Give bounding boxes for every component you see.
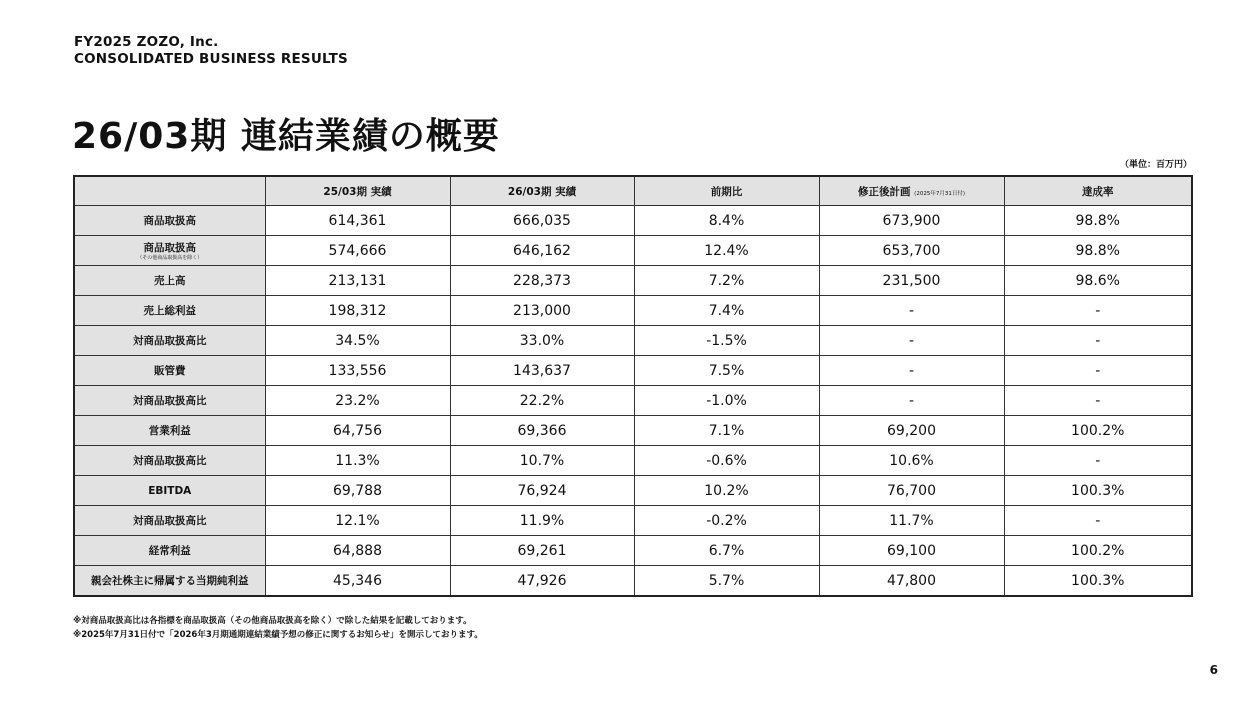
- company-name: FY2025 ZOZO, Inc.: [74, 34, 219, 50]
- table-row: [74, 506, 1192, 536]
- value-cell: -: [819, 326, 1004, 356]
- value-cell: -0.6%: [634, 446, 819, 476]
- value-cell: 69,261: [450, 536, 634, 566]
- row-label: [74, 296, 265, 326]
- row-label-text: EBITDA: [148, 484, 192, 497]
- value-cell: 653,700: [819, 236, 1004, 266]
- table-row: [74, 416, 1192, 446]
- page-number: 6: [1209, 663, 1218, 677]
- row-label-text: 売上総利益: [143, 305, 196, 317]
- value-cell: 69,200: [819, 416, 1004, 446]
- row-label: [74, 446, 265, 476]
- table-row: [74, 566, 1192, 597]
- value-cell: -: [1004, 326, 1192, 356]
- revised-plan-date: (2025年7月31日付): [914, 190, 965, 197]
- value-cell: 64,756: [265, 416, 450, 446]
- value-cell: -0.2%: [634, 506, 819, 536]
- value-cell: 10.7%: [450, 446, 634, 476]
- row-label: [74, 326, 265, 356]
- value-cell: 69,788: [265, 476, 450, 506]
- page-title: 26/03期 連結業績の概要: [72, 116, 500, 157]
- footnote-1: ※対商品取扱高比は各指標を商品取扱高（その他商品取扱高を除く）で除した結果を記載しております。: [73, 616, 472, 626]
- value-cell: 98.6%: [1004, 266, 1192, 296]
- value-cell: 6.7%: [634, 536, 819, 566]
- value-cell: 673,900: [819, 206, 1004, 236]
- value-cell: -: [819, 386, 1004, 416]
- results-table: [73, 175, 1193, 597]
- table-row: [74, 386, 1192, 416]
- row-label-text: 営業利益: [148, 425, 191, 437]
- row-label-text: 対商品取扱高比: [133, 335, 207, 347]
- value-cell: 100.3%: [1004, 476, 1192, 506]
- row-label-text: 商品取扱高: [143, 215, 196, 227]
- value-cell: 47,800: [819, 566, 1004, 597]
- row-label-text: 対商品取扱高比: [133, 395, 207, 407]
- value-cell: 100.3%: [1004, 566, 1192, 597]
- unit-note: （単位：百万円）: [1119, 160, 1192, 170]
- row-label-text: 商品取扱高: [143, 242, 196, 254]
- value-cell: 33.0%: [450, 326, 634, 356]
- table-row: [74, 536, 1192, 566]
- value-cell: 8.4%: [634, 206, 819, 236]
- row-label-text: 売上高: [154, 275, 186, 287]
- value-cell: 47,926: [450, 566, 634, 597]
- row-label: [74, 506, 265, 536]
- value-cell: 213,000: [450, 296, 634, 326]
- row-label-text: 経常利益: [148, 545, 191, 557]
- value-cell: 614,361: [265, 206, 450, 236]
- value-cell: 100.2%: [1004, 416, 1192, 446]
- value-cell: 76,700: [819, 476, 1004, 506]
- value-cell: 666,035: [450, 206, 634, 236]
- row-label-text: 対商品取扱高比: [133, 455, 207, 467]
- table-row: [74, 206, 1192, 236]
- value-cell: 11.3%: [265, 446, 450, 476]
- value-cell: 231,500: [819, 266, 1004, 296]
- row-label-text: 親会社株主に帰属する当期純利益: [91, 575, 249, 587]
- value-cell: 7.1%: [634, 416, 819, 446]
- value-cell: 11.9%: [450, 506, 634, 536]
- value-cell: 100.2%: [1004, 536, 1192, 566]
- table-row: [74, 326, 1192, 356]
- table-row: [74, 266, 1192, 296]
- value-cell: 12.4%: [634, 236, 819, 266]
- value-cell: 646,162: [450, 236, 634, 266]
- row-label-text: 対商品取扱高比: [133, 515, 207, 527]
- value-cell: 213,131: [265, 266, 450, 296]
- row-label: [74, 386, 265, 416]
- value-cell: 45,346: [265, 566, 450, 597]
- row-label: [74, 566, 265, 597]
- table-row: [74, 446, 1192, 476]
- value-cell: -: [1004, 446, 1192, 476]
- value-cell: -: [819, 356, 1004, 386]
- value-cell: 7.4%: [634, 296, 819, 326]
- revised-plan-label: 修正後計画: [858, 185, 911, 198]
- value-cell: 228,373: [450, 266, 634, 296]
- value-cell: -1.0%: [634, 386, 819, 416]
- value-cell: 143,637: [450, 356, 634, 386]
- row-label-text: 販管費: [154, 365, 186, 377]
- row-label: [74, 206, 265, 236]
- row-label-note: （その他商品取扱高を除く）: [137, 255, 203, 261]
- value-cell: 133,556: [265, 356, 450, 386]
- header-cell-blank: [74, 176, 265, 206]
- value-cell: -: [819, 296, 1004, 326]
- row-label: [74, 266, 265, 296]
- value-cell: -: [1004, 356, 1192, 386]
- value-cell: 574,666: [265, 236, 450, 266]
- table-row: [74, 356, 1192, 386]
- value-cell: 7.2%: [634, 266, 819, 296]
- value-cell: 76,924: [450, 476, 634, 506]
- value-cell: 10.2%: [634, 476, 819, 506]
- value-cell: 69,366: [450, 416, 634, 446]
- value-cell: -: [1004, 506, 1192, 536]
- table-row: [74, 296, 1192, 326]
- header-cell-revised-plan: [819, 176, 1004, 206]
- row-label: [74, 476, 265, 506]
- report-type: CONSOLIDATED BUSINESS RESULTS: [74, 51, 348, 67]
- row-label: [74, 416, 265, 446]
- value-cell: -1.5%: [634, 326, 819, 356]
- value-cell: 198,312: [265, 296, 450, 326]
- value-cell: 69,100: [819, 536, 1004, 566]
- value-cell: 64,888: [265, 536, 450, 566]
- value-cell: -: [1004, 386, 1192, 416]
- header-cell-yoy: 前期比: [634, 176, 819, 206]
- value-cell: 7.5%: [634, 356, 819, 386]
- value-cell: 98.8%: [1004, 236, 1192, 266]
- value-cell: -: [1004, 296, 1192, 326]
- row-label: [74, 356, 265, 386]
- value-cell: 22.2%: [450, 386, 634, 416]
- value-cell: 98.8%: [1004, 206, 1192, 236]
- value-cell: 10.6%: [819, 446, 1004, 476]
- company-header: [74, 34, 348, 68]
- table-row: [74, 476, 1192, 506]
- value-cell: 23.2%: [265, 386, 450, 416]
- table-row: [74, 236, 1192, 266]
- header-cell-prior-actual: 25/03期 実績: [265, 176, 450, 206]
- table-header-row: [74, 176, 1192, 206]
- value-cell: 11.7%: [819, 506, 1004, 536]
- row-label: [74, 236, 265, 266]
- value-cell: 34.5%: [265, 326, 450, 356]
- row-label: [74, 536, 265, 566]
- header-cell-current-actual: 26/03期 実績: [450, 176, 634, 206]
- footnote-2: ※2025年7月31日付で「2026年3月期通期連結業績予想の修正に関するお知らせ」を開示しております。: [73, 630, 483, 640]
- header-cell-achievement: 達成率: [1004, 176, 1192, 206]
- value-cell: 12.1%: [265, 506, 450, 536]
- value-cell: 5.7%: [634, 566, 819, 597]
